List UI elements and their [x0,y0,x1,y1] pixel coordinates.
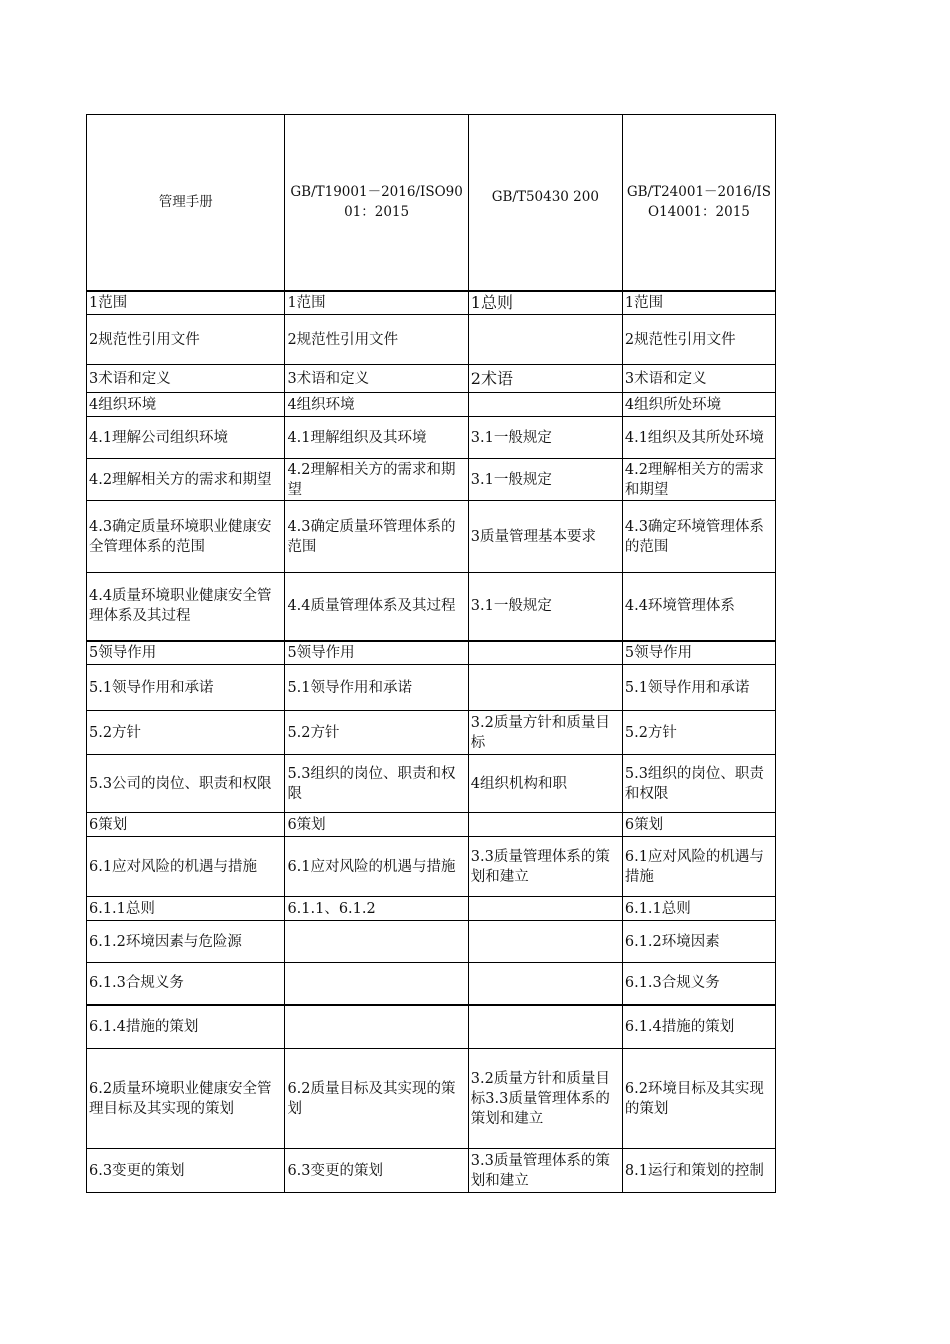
table-cell: 3.3质量管理体系的策划和建立 [468,1149,622,1193]
table-cell: 4.1理解公司组织环境 [87,417,285,459]
table-cell: 4.2理解相关方的需求和期望 [87,459,285,501]
table-cell: 6.2质量环境职业健康安全管理目标及其实现的策划 [87,1049,285,1149]
table-cell: 6.3变更的策划 [87,1149,285,1193]
table-cell: 3.2质量方针和质量目标 [468,711,622,755]
table-cell: 6.1.1总则 [87,897,285,921]
table-cell: 6.1.1总则 [622,897,775,921]
table-cell: 5领导作用 [622,641,775,665]
header-manual: 管理手册 [87,115,285,291]
table-cell: 6.1应对风险的机遇与措施 [622,837,775,897]
table-cell: 5.2方针 [285,711,468,755]
table-row [87,711,776,755]
table-cell: 3术语和定义 [622,365,775,393]
table-cell: 6.1.4措施的策划 [87,1005,285,1049]
table-cell: 5.3公司的岗位、职责和权限 [87,755,285,813]
table-cell: 3术语和定义 [285,365,468,393]
table-cell: 5.3组织的岗位、职责和权限 [285,755,468,813]
table-cell: 1范围 [87,291,285,315]
table-cell [468,1005,622,1049]
table-cell: 5.2方针 [622,711,775,755]
table-cell: 6.1.2环境因素与危险源 [87,921,285,963]
table-cell: 3术语和定义 [87,365,285,393]
table-cell: 1总则 [468,291,622,315]
table-cell: 4.3确定质量环管理体系的范围 [285,501,468,573]
table-row [87,365,776,393]
table-cell: 4.2理解相关方的需求和期望 [622,459,775,501]
table-cell [468,897,622,921]
table-cell: 8.1运行和策划的控制 [622,1149,775,1193]
table-row [87,897,776,921]
table-row [87,291,776,315]
standards-mapping-table [86,114,776,1193]
table-cell: 3.1一般规定 [468,459,622,501]
table-cell [285,963,468,1005]
header-gb-t50430: GB/T50430 200 [468,115,622,291]
table-row [87,755,776,813]
table-cell [468,921,622,963]
table-row [87,1149,776,1193]
table-cell: 6.1应对风险的机遇与措施 [87,837,285,897]
table-row [87,315,776,365]
table-cell [468,963,622,1005]
table-cell: 3.3质量管理体系的策划和建立 [468,837,622,897]
table-row [87,393,776,417]
table-cell: 3.2质量方针和质量目标3.3质量管理体系的策划和建立 [468,1049,622,1149]
table-cell: 5.3组织的岗位、职责和权限 [622,755,775,813]
table-row [87,813,776,837]
table-cell [285,921,468,963]
table-cell: 3.1一般规定 [468,417,622,459]
table-cell: 6策划 [622,813,775,837]
table-cell [468,813,622,837]
header-gb-t19001: GB/T19001－2016/ISO9001：2015 [285,115,468,291]
header-row [87,115,776,291]
table-row [87,921,776,963]
table-cell: 6.1.3合规义务 [622,963,775,1005]
table-cell: 4.2理解相关方的需求和期望 [285,459,468,501]
table-cell: 2规范性引用文件 [285,315,468,365]
table-cell: 5.1领导作用和承诺 [87,665,285,711]
table-cell: 6.1.4措施的策划 [622,1005,775,1049]
table-cell: 4组织机构和职 [468,755,622,813]
table-cell: 4.1理解组织及其环境 [285,417,468,459]
table-cell: 3质量管理基本要求 [468,501,622,573]
table-cell: 6策划 [87,813,285,837]
table-cell: 5.2方针 [87,711,285,755]
table-cell: 2术语 [468,365,622,393]
table-row [87,665,776,711]
table-cell: 4.4环境管理体系 [622,573,775,641]
table-cell [285,1005,468,1049]
table-cell [468,641,622,665]
table-cell: 2规范性引用文件 [87,315,285,365]
table-cell: 6.1.2环境因素 [622,921,775,963]
table-cell: 4组织环境 [285,393,468,417]
table-row [87,641,776,665]
table-cell [468,393,622,417]
table-cell [468,315,622,365]
table-cell: 6策划 [285,813,468,837]
table-cell: 4组织所处环境 [622,393,775,417]
table-cell: 5领导作用 [87,641,285,665]
table-cell: 4.1组织及其所处环境 [622,417,775,459]
table-cell: 4.3确定环境管理体系的范围 [622,501,775,573]
table-cell: 5.1领导作用和承诺 [285,665,468,711]
table-row [87,417,776,459]
table-row [87,837,776,897]
table-cell: 3.1一般规定 [468,573,622,641]
table-cell: 4.4质量环境职业健康安全管理体系及其过程 [87,573,285,641]
table-cell: 5.1领导作用和承诺 [622,665,775,711]
table-row [87,573,776,641]
table-cell: 6.2环境目标及其实现的策划 [622,1049,775,1149]
table-cell: 4.4质量管理体系及其过程 [285,573,468,641]
table-row [87,1049,776,1149]
table-cell: 6.1.1、6.1.2 [285,897,468,921]
table-cell: 6.1.3合规义务 [87,963,285,1005]
table-cell [468,665,622,711]
table-cell: 6.3变更的策划 [285,1149,468,1193]
header-gb-t24001: GB/T24001－2016/ISO14001：2015 [622,115,775,291]
table-cell: 6.1应对风险的机遇与措施 [285,837,468,897]
table-cell: 1范围 [285,291,468,315]
table-cell: 4组织环境 [87,393,285,417]
table-cell: 4.3确定质量环境职业健康安全管理体系的范围 [87,501,285,573]
table-row [87,459,776,501]
table-cell: 2规范性引用文件 [622,315,775,365]
table-cell: 5领导作用 [285,641,468,665]
table-cell: 6.2质量目标及其实现的策划 [285,1049,468,1149]
table-row [87,1005,776,1049]
table-cell: 1范围 [622,291,775,315]
table-row [87,501,776,573]
table-row [87,963,776,1005]
